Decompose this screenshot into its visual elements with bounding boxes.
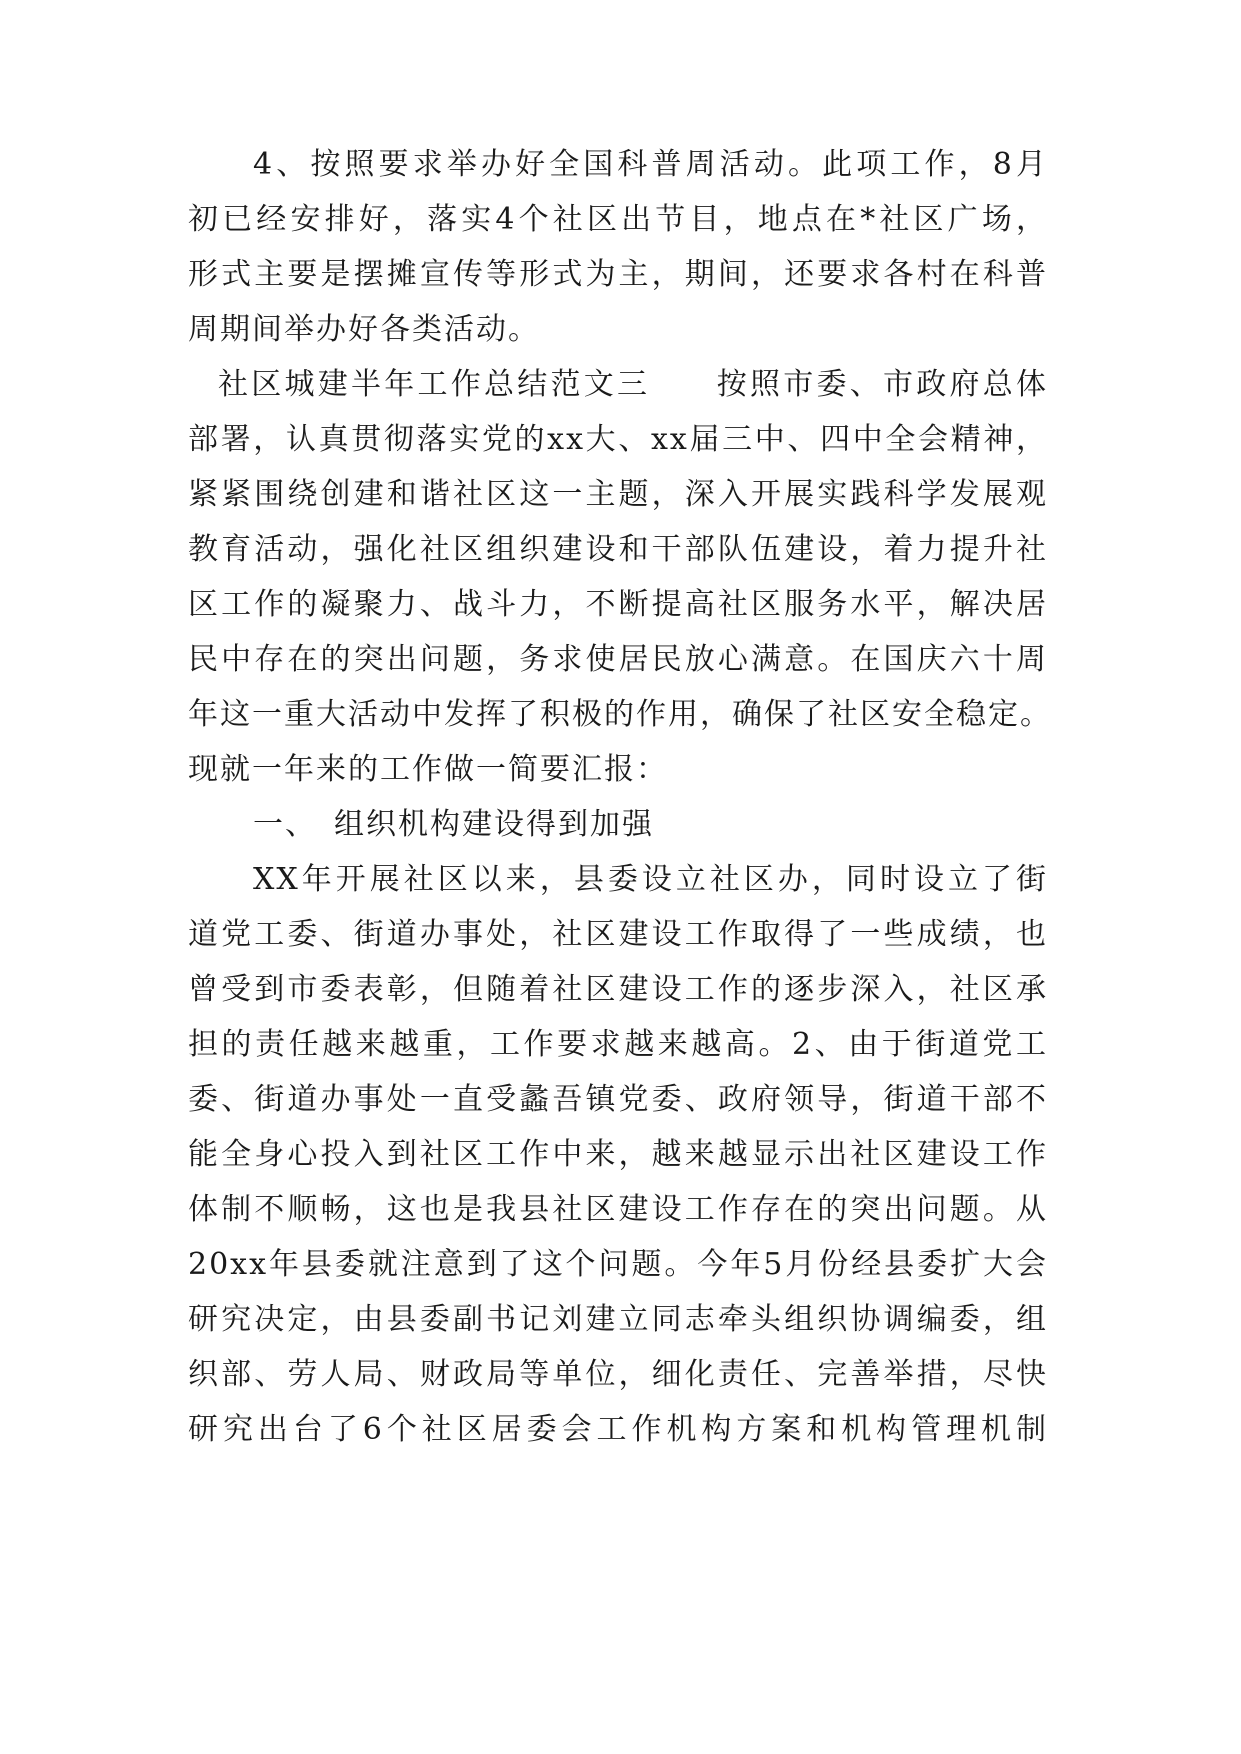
paragraph-line: 研究决定，由县委副书记刘建立同志牵头组织协调编委，组 [188, 1302, 1048, 1337]
paragraph-line: 民中存在的突出问题，务求使居民放心满意。在国庆六十周 [188, 642, 1048, 677]
paragraph-line: 形式主要是摆摊宣传等形式为主，期间，还要求各村在科普 [188, 257, 1048, 292]
paragraph-line: 紧紧围绕创建和谐社区这一主题，深入开展实践科学发展观 [188, 477, 1048, 512]
paragraph-line: 能全身心投入到社区工作中来，越来越显示出社区建设工作 [188, 1137, 1048, 1172]
section-heading: 一、 组织机构建设得到加强 [253, 807, 654, 842]
paragraph-line: 周期间举办好各类活动。 [188, 312, 540, 347]
paragraph-line: 研究出台了6个社区居委会工作机构方案和机构管理机制 [188, 1412, 1048, 1447]
paragraph-line: 曾受到市委表彰，但随着社区建设工作的逐步深入，社区承 [188, 972, 1048, 1007]
paragraph-line: 区工作的凝聚力、战斗力，不断提高社区服务水平，解决居 [188, 587, 1048, 622]
paragraph-line: XX年开展社区以来，县委设立社区办，同时设立了街 [253, 862, 1048, 897]
paragraph-line: 担的责任越来越重，工作要求越来越高。2、由于街道党工 [188, 1027, 1048, 1062]
paragraph-line: 现就一年来的工作做一简要汇报： [188, 752, 668, 787]
paragraph-line: 20xx年县委就注意到了这个问题。今年5月份经县委扩大会 [188, 1247, 1048, 1282]
paragraph-line: 道党工委、街道办事处，社区建设工作取得了一些成绩，也 [188, 917, 1048, 952]
paragraph-line: 织部、劳人局、财政局等单位，细化责任、完善举措，尽快 [188, 1357, 1048, 1392]
paragraph-line: 委、街道办事处一直受蠡吾镇党委、政府领导，街道干部不 [188, 1082, 1048, 1117]
paragraph-line: 年这一重大活动中发挥了积极的作用，确保了社区安全稳定。 [188, 697, 1052, 732]
section-title-line: 社区城建半年工作总结范文三 按照市委、市政府总体 [218, 367, 1048, 402]
paragraph-line: 部署，认真贯彻落实党的xx大、xx届三中、四中全会精神， [188, 422, 1048, 457]
paragraph-line: 体制不顺畅，这也是我县社区建设工作存在的突出问题。从 [188, 1192, 1048, 1227]
paragraph-line: 初已经安排好，落实4个社区出节目，地点在*社区广场， [188, 202, 1048, 237]
paragraph-line: 4、按照要求举办好全国科普周活动。此项工作，8月 [253, 147, 1048, 182]
paragraph-line: 教育活动，强化社区组织建设和干部队伍建设，着力提升社 [188, 532, 1048, 567]
